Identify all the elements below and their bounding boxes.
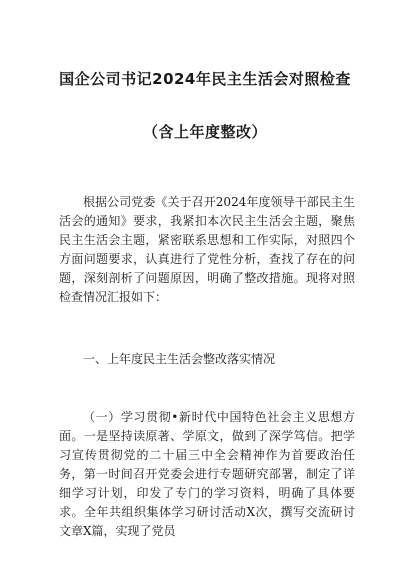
intro-paragraph: 根据公司党委《关于召开2024年度领导干部民主生活会的通知》要求，我紧扣本次民主生活会主题，聚焦民主生活会主题，紧密联系思想和工作实际，对照四个方面问题要求，认真进行了党性分析，查找了存在的问题，深刻剖析了问题原因，明确了整改措施。现将对照检查情况汇报如下： <box>59 195 355 304</box>
document-title: 国企公司书记2024年民主生活会对照检查 <box>59 70 351 88</box>
document-subtitle: （含上年度整改） <box>142 123 267 141</box>
section-heading: 一、上年度民主生活会整改落实情况 <box>83 352 276 366</box>
body-paragraph: （一）学习贯彻•新时代中国特色社会主义思想方面。一是坚持读原著、学原文，做到了深学笃信。把学习宣传贯彻党的二十届三中全会精神作为首要政治任务，第一时间召开党委会进行专题研究部署，制定了详细学习计划，印发了专门的学习资料，明确了具体要求。全年共组织集体学习研讨活动X次，撰写交流研讨文章X篇，实现了党员 <box>59 410 355 538</box>
